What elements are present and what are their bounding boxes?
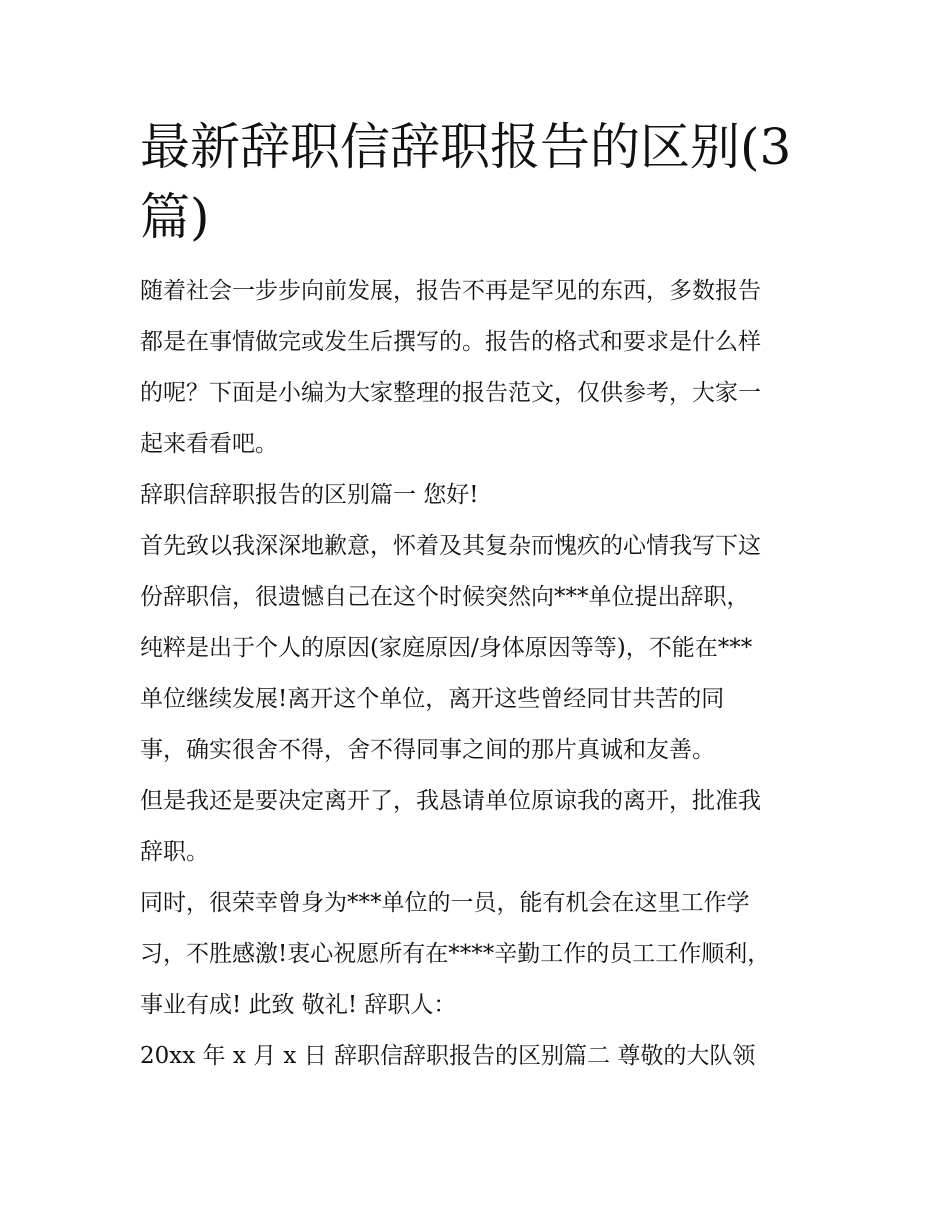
text-line: 首先致以我深深地歉意，怀着及其复杂而愧疚的心情我写下这 xyxy=(140,533,761,559)
text-line: 20xx 年 x 月 x 日 辞职信辞职报告的区别篇二 尊敬的大队领 xyxy=(140,1043,756,1069)
paragraph-section-one-heading xyxy=(140,470,820,521)
document-content xyxy=(140,112,820,1082)
text-line: 但是我还是要决定离开了，我恳请单位原谅我的离开，批准我 xyxy=(140,788,761,814)
paragraph-intro xyxy=(140,266,820,470)
text-line: 的呢？下面是小编为大家整理的报告范文，仅供参考，大家一 xyxy=(140,380,761,406)
text-line: 纯粹是出于个人的原因(家庭原因/身体原因等等)，不能在*** xyxy=(140,635,753,661)
paragraph-request xyxy=(140,776,820,878)
paragraph-date-and-section-two xyxy=(140,1031,820,1082)
paragraph-apology xyxy=(140,521,820,776)
text-line: 单位继续发展!离开这个单位，离开这些曾经同甘共苦的同 xyxy=(140,686,725,712)
text-line: 起来看看吧。 xyxy=(140,431,278,457)
section-heading: 辞职信辞职报告的区别篇一 您好! xyxy=(140,482,479,508)
text-line: 辞职。 xyxy=(140,839,209,865)
text-line: 份辞职信，很遗憾自己在这个时候突然向***单位提出辞职， xyxy=(140,584,750,610)
text-line: 随着社会一步步向前发展，报告不再是罕见的东西，多数报告 xyxy=(140,278,761,304)
paragraph-closing xyxy=(140,878,820,1031)
text-line: 习，不胜感激!衷心祝愿所有在****辛勤工作的员工工作顺利， xyxy=(140,941,771,967)
text-line: 都是在事情做完或发生后撰写的。报告的格式和要求是什么样 xyxy=(140,329,761,355)
document-title: 最新辞职信辞职报告的区别(3篇) xyxy=(140,118,792,246)
document-body xyxy=(140,266,820,1082)
text-line: 事，确实很舍不得，舍不得同事之间的那片真诚和友善。 xyxy=(140,737,715,763)
text-line: 同时，很荣幸曾身为***单位的一员，能有机会在这里工作学 xyxy=(140,890,750,916)
text-line: 事业有成! 此致 敬礼! 辞职人： xyxy=(140,992,457,1018)
